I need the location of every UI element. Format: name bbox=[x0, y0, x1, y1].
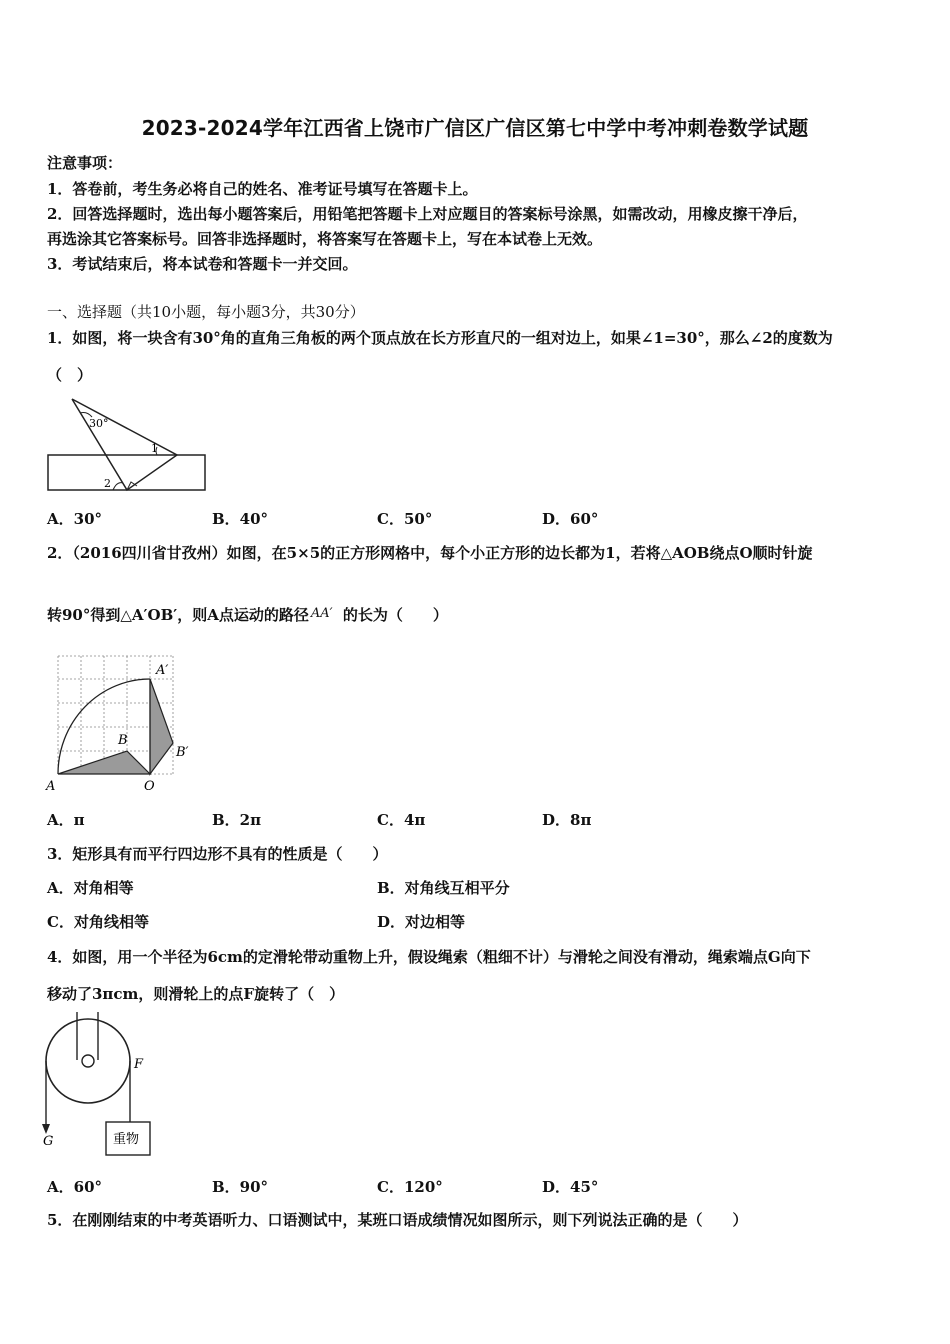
notice-heading: 注意事项： bbox=[47, 154, 123, 172]
q3-option-a[interactable]: A．对角相等 bbox=[47, 879, 134, 897]
q5-stem: 5．在刚刚结束的中考英语听力、口语测试中，某班口语成绩情况如图所示，则下列说法正确的是（ ） bbox=[47, 1211, 748, 1229]
arc-aa-prime: AA′ bbox=[310, 606, 333, 621]
q3-option-c[interactable]: C．对角线相等 bbox=[47, 913, 149, 931]
q2-option-c[interactable]: C．4π bbox=[377, 811, 426, 829]
q4-option-c[interactable]: C．120° bbox=[377, 1178, 443, 1196]
q3-option-b[interactable]: B．对角线互相平分 bbox=[377, 879, 510, 897]
notice-item: 3．考试结束后，将本试卷和答题卡一并交回。 bbox=[47, 255, 358, 273]
point-g-label: G bbox=[43, 1134, 54, 1149]
section-heading: 一、选择题（共10小题，每小题3分，共30分） bbox=[47, 303, 365, 321]
notice-item: 2．回答选择题时，选出每小题答案后，用铅笔把答题卡上对应题目的答案标号涂黑，如需改动，用橡皮擦干净后， bbox=[47, 205, 808, 223]
q4-option-d[interactable]: D．45° bbox=[542, 1178, 599, 1196]
q4-option-b[interactable]: B．90° bbox=[212, 1178, 269, 1196]
q2-option-a[interactable]: A．π bbox=[47, 811, 85, 829]
q1-option-d[interactable]: D．60° bbox=[542, 510, 599, 528]
q1-option-b[interactable]: B．40° bbox=[212, 510, 269, 528]
q4-stem-cont: 移动了3πcm，则滑轮上的点F旋转了（ ） bbox=[47, 985, 345, 1003]
q1-stem: 1．如图，将一块含有30°角的直角三角板的两个顶点放在长方形直尺的一组对边上，如果∠1=30°，那么∠2的度数为 bbox=[47, 329, 833, 347]
q2-stem: 2．（2016四川省甘孜州）如图，在5×5的正方形网格中，每个小正方形的边长都为1，若将△AOB绕点O顺时针旋 bbox=[47, 544, 813, 562]
page-title: 2023-2024学年江西省上饶市广信区广信区第七中学中考冲刺卷数学试题 bbox=[141, 116, 809, 140]
q2-grid-figure bbox=[40, 648, 200, 796]
weight-label: 重物 bbox=[113, 1132, 140, 1147]
q4-stem: 4．如图，用一个半径为6cm的定滑轮带动重物上升，假设绳索（粗细不计）与滑轮之间没有滑动，绳索端点G向下 bbox=[47, 948, 811, 966]
point-o-label: O bbox=[144, 779, 155, 794]
q2-stem-part-b: 的长为（ ） bbox=[342, 606, 448, 624]
q3-stem: 3．矩形具有而平行四边形不具有的性质是（ ） bbox=[47, 845, 388, 863]
q3-option-d[interactable]: D．对边相等 bbox=[377, 913, 466, 931]
notice-item: 1．答卷前，考生务必将自己的姓名、准考证号填写在答题卡上。 bbox=[47, 180, 478, 198]
q2-option-b[interactable]: B．2π bbox=[212, 811, 262, 829]
q2-stem-cont bbox=[47, 604, 448, 625]
point-a-label: A bbox=[46, 779, 56, 794]
q1-figure bbox=[47, 395, 209, 495]
q4-option-a[interactable]: A．60° bbox=[47, 1178, 103, 1196]
q1-option-a[interactable]: A．30° bbox=[47, 510, 103, 528]
point-f-label: F bbox=[134, 1057, 144, 1072]
notice-item: 再选涂其它答案标号。回答非选择题时，将答案写在答题卡上，写在本试卷上无效。 bbox=[47, 230, 603, 248]
q4-pulley-figure bbox=[40, 1010, 155, 1160]
point-b-prime-label: B′ bbox=[176, 745, 189, 760]
q1-paren: （ ） bbox=[47, 366, 93, 384]
q2-option-d[interactable]: D．8π bbox=[542, 811, 592, 829]
q2-stem-part-a: 转90°得到△A′OB′，则A点运动的路径 bbox=[47, 606, 309, 624]
q1-option-c[interactable]: C．50° bbox=[377, 510, 433, 528]
angle-1-label: 1 bbox=[151, 442, 158, 455]
angle-2-label: 2 bbox=[104, 477, 111, 490]
angle-30-label: 30° bbox=[89, 417, 109, 430]
point-a-prime-label: A′ bbox=[156, 663, 169, 678]
point-b-label: B bbox=[118, 733, 128, 748]
